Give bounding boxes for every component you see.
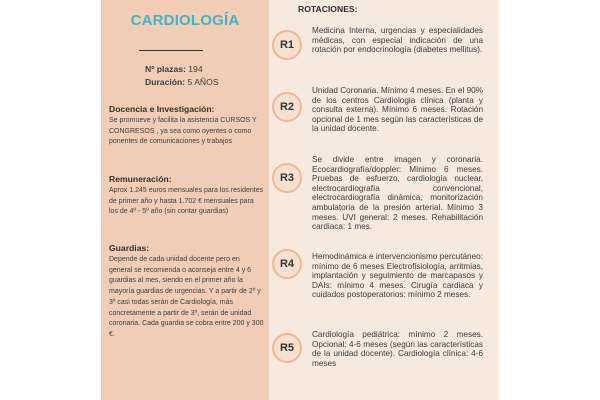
- badge-r3: R3: [272, 163, 302, 193]
- badge-r5: R5: [272, 333, 302, 363]
- duracion-row: [145, 76, 219, 89]
- rotaciones-heading: ROTACIONES:: [298, 4, 358, 14]
- facts-block: [145, 63, 219, 89]
- plazas-label: Nº plazas:: [145, 64, 186, 74]
- remuneracion-heading: Remuneración:: [109, 174, 172, 184]
- page-title: CARDIOLOGÍA: [130, 12, 240, 29]
- rotacion-r4-text: Hemodinámica e intervencionismo percutáneo: mínimo de 6 meses Electrofisiología, arritmias, implantación y seguimiento de marcapasos y DAIs: mínimo 4 meses. Cirugía cardiaca y cuidados postoperatorios: mínimo 2 meses.: [312, 252, 483, 300]
- badge-r4: R4: [272, 249, 302, 279]
- remuneracion-body: Aprox 1.245 euros mensuales para los residentes de primer año y hasta 1.702 € mensuales para los de 4º - 5º año (sin contar guardias): [109, 187, 264, 216]
- duracion-value: 5 AÑOS: [187, 77, 219, 87]
- badge-r2: R2: [272, 92, 302, 122]
- docencia-heading: Docencia e Investigación:: [109, 104, 215, 114]
- plazas-row: [145, 63, 219, 76]
- title-divider: [139, 50, 203, 51]
- rotacion-r3-text: Se divide entre imagen y coronaria. Ecocardiografía/doppler: Mínimo 6 meses. Pruebas de esfuerzo, cardiología nuclear, electrocardiografía convencional, electrocardiografía dinámica, monitorización ambulatoria de la presión arterial. Mínimo 3 meses. UVI general: 2 meses. Rehabilitación cardiaca: 1 mes.: [312, 155, 483, 232]
- rotacion-r5-text: Cardiología pediátrica: mínimo 2 meses. Opcional: 4-6 meses (según las características de la unidad docente). Cardiología clínica: 4-6 meses: [312, 330, 483, 368]
- duracion-label: Duración:: [145, 77, 186, 87]
- plazas-value: 194: [188, 64, 203, 74]
- guardias-body: Depende de cada unidad docente pero en general se recomienda o aconseja entre 4 y 6 guardias al mes, siendo en el primer año la mayoría guardias de urgencias. Y a partir de 2º y 3º casi todas serán de Cardiología, más concretamente a partir de 3º, serán de unidad coronaria. Cada guardia se cobra entre 200 y 300 €.: [109, 256, 264, 338]
- rotacion-r1-text: Medicina Interna, urgencias y especialidades médicas, con especial indicación de una rotación por endocrinología (diabetes mellitus).: [312, 26, 483, 55]
- rotacion-r2-text: Unidad Coronaria. Mínimo 4 meses. En el 90% de los centros Cardiologia clínica (planta y consulta externa). Mínimo 6 meses. Rotación opcional de 1 mes según las características de la unidad docente.: [312, 86, 483, 134]
- docencia-body: Se promueve y facilita la asistencia CURSOS Y CONGRESOS , ya sea como oyentes o como ponentes de comunicaciones y trabajos: [109, 117, 257, 146]
- badge-r1: R1: [272, 30, 302, 60]
- guardias-heading: Guardias:: [109, 243, 150, 253]
